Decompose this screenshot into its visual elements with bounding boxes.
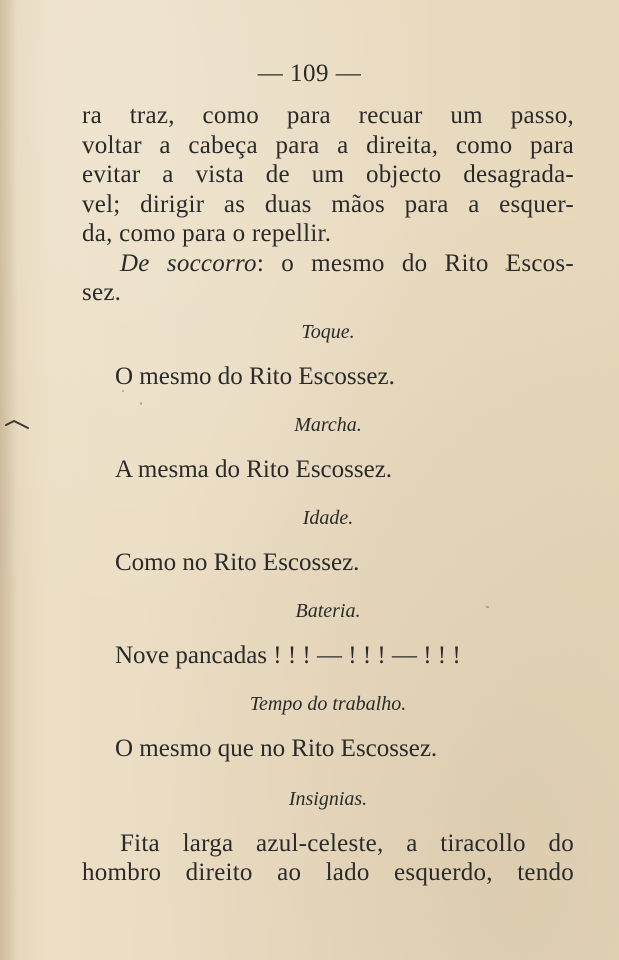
section-text-marcha: A mesma do Rito Escossez. <box>115 455 393 483</box>
section-heading-idade: Idade. <box>302 506 354 529</box>
section-heading-bateria: Bateria. <box>295 599 361 622</box>
socorro-paragraph <box>82 249 574 279</box>
margin-arrow-mark <box>4 412 32 436</box>
body-line: hombro direito ao lado esquerdo, tendo <box>82 859 574 886</box>
section-heading-marcha: Marcha. <box>294 413 362 436</box>
body-line: sez. <box>82 279 122 306</box>
body-line: ra traz, como para recuar um passo, <box>82 102 574 129</box>
body-line: vel; dirigir as duas mãos para a esquer- <box>82 190 574 218</box>
socorro-label: De soccorro <box>120 249 257 277</box>
body-line: voltar a cabeça para a direita, como para <box>82 131 574 159</box>
section-text-bateria: Nove pancadas ! ! ! — ! ! ! — ! ! ! <box>115 641 461 669</box>
body-line: evitar a vista de um objecto desagrada- <box>82 161 574 188</box>
section-text-tempo-do-trabalho: O mesmo que no Rito Escossez. <box>115 734 438 762</box>
page-number: — 109 — <box>257 60 362 87</box>
section-heading-toque: Toque. <box>301 320 355 343</box>
section-text-toque: O mesmo do Rito Escossez. <box>115 362 395 390</box>
section-heading-tempo-do-trabalho: Tempo do trabalho. <box>249 692 407 715</box>
body-line: da, como para o repellir. <box>82 220 332 247</box>
section-text-idade: Como no Rito Escossez. <box>115 548 360 576</box>
page-body <box>82 101 574 888</box>
page-fold-shadow <box>0 0 18 960</box>
body-line: Fita larga azul-celeste, a tiracollo do <box>120 829 574 857</box>
socorro-text: : o mesmo do Rito Escos- <box>256 249 574 277</box>
section-heading-insignias: Insignias. <box>288 787 368 810</box>
